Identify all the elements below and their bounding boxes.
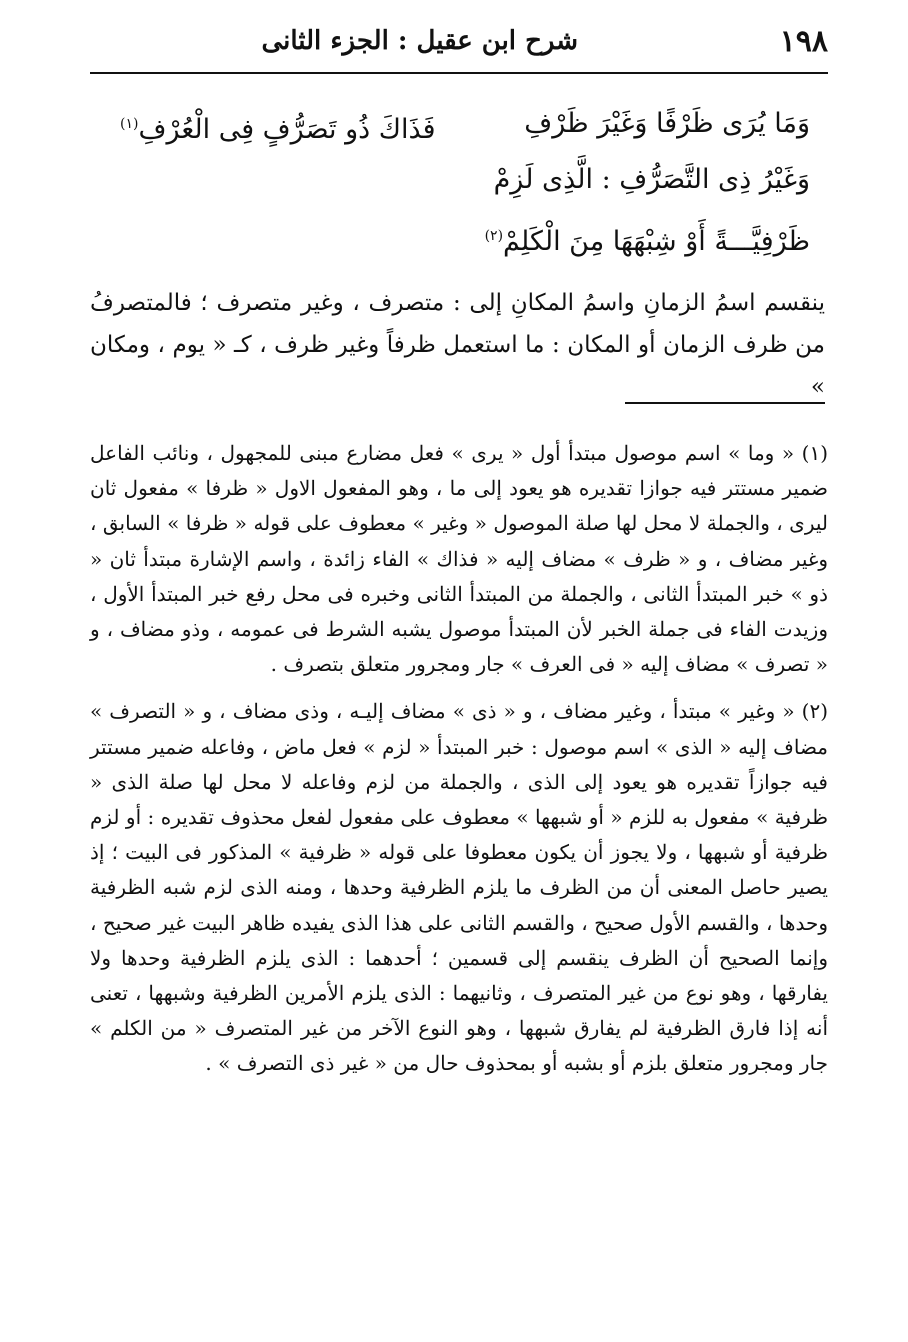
footnote-1: (١) « وما » اسم موصول مبتدأ أول « يرى » فعل مضارع مبنى للمجهول ، ونائب الفاعل ضمير مستتر فيه جوازا تقديره هو يعود إلى ما ، وهو المفعول الاول « ظرفا » مفعول ثان ليرى ، والجملة لا محل لها صلة الموصول « وغير » معطوف على قوله « ظرفا » السابق ، وغير مضاف ، و « ظرف » مضاف إليه « فذاك » الفاء زائدة ، واسم الإشارة مبتدأ ثان « ذو » خبر المبتدأ الثانى ، والجملة من المبتدأ الثانى وخبره فى محل رفع خبر المبتدأ الأول ، وزيدت الفاء فى جملة الخبر لأن المبتدأ موصول يشبه الشرط فى عمومه ، وذو مضاف ، و « تصرف » مضاف إليه « فى العرف » جار ومجرور متعلق بتصرف .: [90, 441, 828, 677]
verse-line-3: [120, 208, 810, 264]
commentary-text: [90, 282, 825, 408]
footnote-marker-1: (١): [120, 116, 139, 132]
verse-hemistich-4-text: ظَرْفِيَّـــةً أَوْ شِبْهَهَا مِنَ الْكَلِمْ: [503, 226, 810, 257]
footnotes: [90, 436, 828, 1082]
verse-line-2: [120, 152, 810, 208]
commentary-paragraph: ينقسم اسمُ الزمانِ واسمُ المكانِ إلى : متصرف ، وغير متصرف ؛ فالمتصرفُ من ظرف الزمان أو المكان : ما استعمل ظرفاً وغير ظرف ، كـ « يوم ، ومكان »: [90, 290, 825, 400]
footnote-marker-2: (٢): [484, 228, 504, 244]
running-title: شرح ابن عقيل : الجزء الثانى: [261, 26, 578, 56]
verse-hemistich-2: [120, 96, 436, 158]
page-number: ١٩٨: [779, 24, 828, 59]
footnote-2: (٢) « وغير » مبتدأ ، وغير مضاف ، و « ذى » مضاف إليـه ، وذى مضاف ، و « التصرف » مضاف إليه « الذى » اسم موصول : خبر المبتدأ « لزم » فعل ماض ، وفاعله ضمير مستتر فيه جوازاً تقديره هو يعود إلى الذى ، والجملة من لزم وفاعله لا محل لها صلة الذى « ظرفية » مفعول به للزم « أو شبهها » معطوف على مفعول لفعل محذوف تقديره : أو لزم ظرفية أو شبهها ، ولا يجوز أن يكون معطوفا على قوله « ظرفية » المذكور فى البيت ؛ إذ يصير حاصل المعنى أن من الظرف ما يلزم الظرفية وحدها ، ومنه الذى لزم شبه الظرفية وحدها ، والقسم الأول صحيح ، والقسم الثانى على هذا الذى يفيده ظاهر البيت غير صحيح ، وإنما الصحيح أن الظرف ينقسم إلى قسمين ؛ أحدهما : الذى يلزم الظرفية وحدها ولا يفارقها ، وهو نوع من غير المتصرف ، وثانيهما : الذى يلزم الأمرين الظرفية وشبهها ، تعنى أنه إذا فارق الظرفية لم يفارق شبهها ، وهو النوع الآخر من غير المتصرف « من الكلم » جار ومجرور متعلق بلزم أو بشبه أو بمحذوف حال من « غير ذى التصرف » .: [90, 699, 829, 1076]
verse-line-1: [120, 96, 810, 152]
verse-hemistich-2-text: فَذَاكَ ذُو تَصَرُّفٍ فِى الْعُرْفِ: [138, 114, 436, 145]
verse-hemistich-4: [485, 208, 810, 270]
header-divider: [90, 72, 828, 74]
page-header: [90, 18, 828, 64]
verse-hemistich-1: وَمَا يُرَى ظَرْفًا وَغَيْرَ ظَرْفِ: [524, 108, 810, 139]
verse-hemistich-3: وَغَيْرُ ذِى التَّصَرُّفِ : الَّذِى لَزِمْ: [493, 164, 810, 195]
verse-block: [120, 96, 810, 264]
footnote-divider: [625, 402, 825, 404]
